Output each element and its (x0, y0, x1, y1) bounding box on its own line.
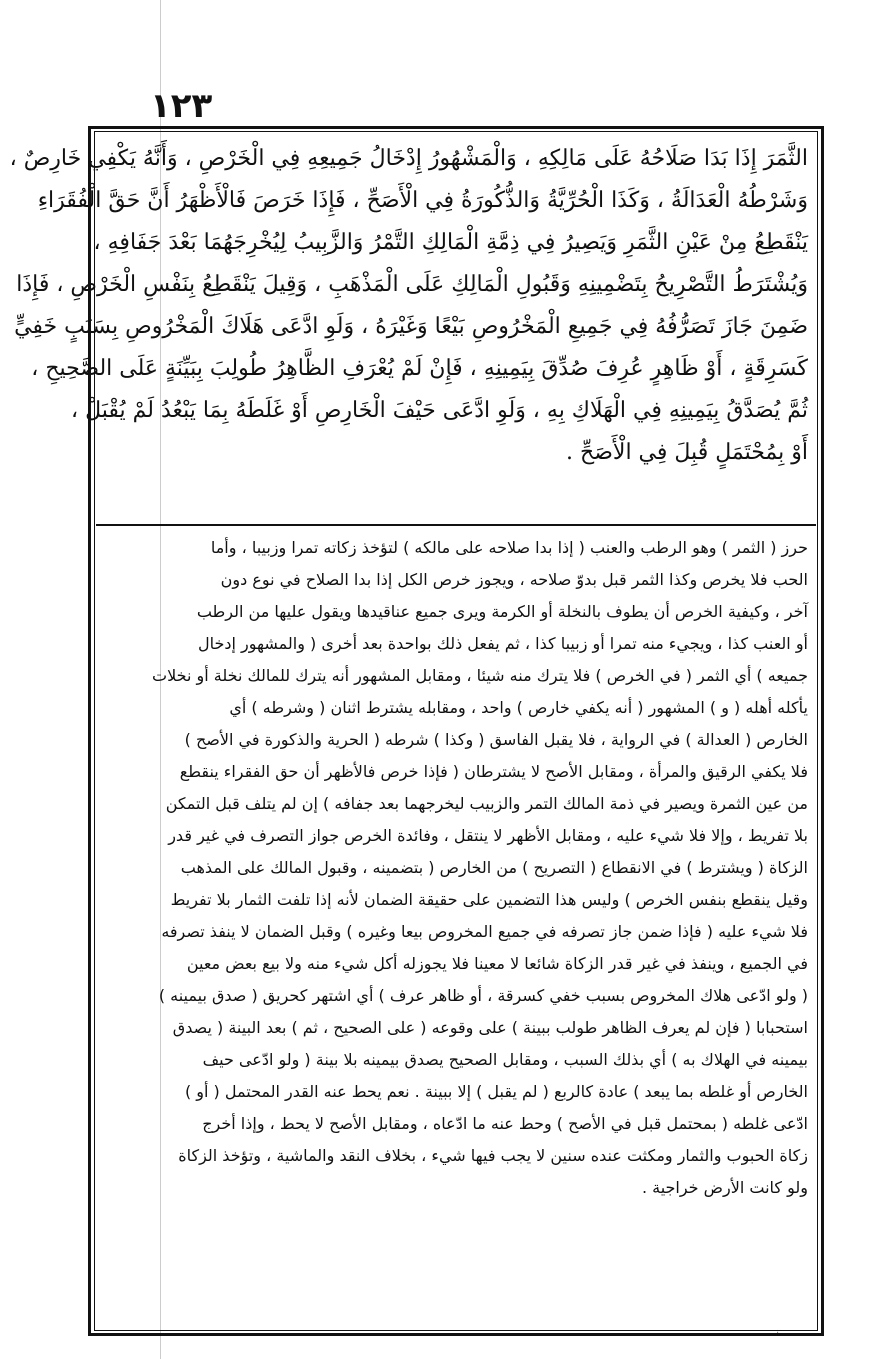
sharh-line: استحبابا ( فإن لم يعرف الظاهر طولب ببينة ) على وقوعه ( على الصحيح ، ثم ) بعد البينة ( يصدق (172, 1018, 808, 1037)
sharh-line: ادّعى غلطه ( بمحتمل قبل في الأصح ) وحط عنه ما ادّعاه ، ومقابل الأصح لا يحط ، وإذا أخرج (202, 1114, 808, 1133)
sharh-line: الحب فلا يخرص وكذا الثمر قبل بدوّ صلاحه ، ويجوز خرص الكل إذا بدا الصلاح في نوع دون (220, 570, 808, 589)
sharh-line: بيمينه في الهلاك به ) أي بذلك السبب ، ومقابل الصحيح يصدق بيمينه بلا بينة ( ولو ادّعى حيف (202, 1050, 808, 1069)
matn-line: وَيُشْتَرَطُ التَّصْرِيحُ بِتَضْمِينِهِ وَقَبُولِ الْمَالِكِ عَلَى الْمَذْهَبِ ، وَقِيلَ يَنْقَطِعُ بِنَفْسِ الْخَرْصِ ، فَإِذَا (16, 272, 808, 297)
sharh-line: آخر ، وكيفية الخرص أن يطوف بالنخلة أو الكرمة ويرى جميع عناقيدها ويقول عليها من الرطب (196, 602, 808, 621)
page-number: ١٢٣ (150, 86, 213, 126)
matn-text-block (9, 138, 808, 516)
sharh-line: الخارص أو غلطه بما يبعد ) عادة كالربع ( لم يقبل ) إلا ببينة . نعم يحط عنه القدر المحتمل ( أو ) (184, 1082, 808, 1101)
sharh-line: بلا تفريط ، وإلا فلا شيء عليه ، ومقابل الأظهر لا ينتقل ، وفائدة الخرص جواز التصرف في غير قدر (168, 826, 808, 845)
matn-line: الثَّمَرَ إِذَا بَدَا صَلَاحُهُ عَلَى مَالِكِهِ ، وَالْمَشْهُورُ إِدْخَالُ جَمِيعِهِ فِي الْخَرْصِ ، وَأَنَّهُ يَكْفِي خَارِصٌ ، (9, 146, 808, 171)
section-divider (96, 524, 816, 526)
sharh-line: أو العنب كذا ، ويجيء منه تمرا أو زبيبا كذا ، ثم يفعل ذلك بواحدة بعد أخرى ( والمشهور إدخال (197, 634, 808, 653)
sharh-line: ( ولو ادّعى هلاك المخروص بسبب خفي كسرقة ، أو ظاهر عرف ) أي اشتهر كحريق ( صدق بيمينه ) (158, 986, 808, 1005)
matn-line: يَنْقَطِعُ مِنْ عَيْنِ الثَّمَرِ وَيَصِيرُ فِي ذِمَّةِ الْمَالِكِ التَّمْرُ وَالزَّبِيبُ لِيُخْرِجَهُمَا بَعْدَ جَفَافِهِ ، (93, 230, 808, 255)
matn-line: كَسَرِقَةٍ ، أَوْ ظَاهِرٍ عُرِفَ صُدِّقَ بِيَمِينِهِ ، فَإِنْ لَمْ يُعْرَفِ الظَّاهِرُ طُولِبَ بِبَيِّنَةٍ عَلَى الصَّحِيحِ ، (31, 356, 808, 381)
matn-line: أَوْ بِمُحْتَمَلٍ قُبِلَ فِي الْأَصَحِّ . (566, 440, 808, 465)
sharh-line: فلا يكفي الرقيق والمرأة ، ومقابل الأصح لا يشترطان ( فإذا خرص فالأظهر أن حق الفقراء ينقطع (179, 762, 808, 781)
sharh-line: جميعه ) أي الثمر ( في الخرص ) فلا يترك منه شيئا ، ومقابل المشهور أنه يترك للمالك نخلة أو نخلات (152, 666, 808, 685)
sharh-line: زكاة الحبوب والثمار ومكثت عنده سنين لا يجب فيها شيء ، بخلاف النقد والماشية ، وتؤخذ الزكاة (178, 1146, 808, 1165)
matn-line: ضَمِنَ جَازَ تَصَرُّفُهُ فِي جَمِيعِ الْمَخْرُوصِ بَيْعًا وَغَيْرَهُ ، وَلَوِ ادَّعَى هَلَاكَ الْمَخْرُوصِ بِسَبَبٍ خَفِيٍّ (14, 314, 808, 339)
sharh-line: حرز ( الثمر ) وهو الرطب والعنب ( إذا بدا صلاحه على مالكه ) لتؤخذ زكاته تمرا وزبيبا ، وأما (210, 538, 808, 557)
sharh-line: فلا شيء عليه ( فإذا ضمن جاز تصرفه في جميع المخروص بيعا وغيره ) وقبل الضمان لا ينفذ تصرفه (161, 922, 808, 941)
sharh-line: من عين الثمرة ويصير في ذمة المالك التمر والزبيب ليخرجهما بعد جفافه ) إن لم يتلف قبل التمكن (165, 794, 808, 813)
sharh-line: يأكله أهله ( و ) المشهور ( أنه يكفي خارص ) واحد ، ومقابله يشترط اثنان ( وشرطه ) أي (229, 698, 808, 717)
matn-line: وَشَرْطُهُ الْعَدَالَةُ ، وَكَذَا الْحُرِّيَّةُ وَالذُّكُورَةُ فِي الْأَصَحِّ ، فَإِذَا خَرَصَ فَالْأَظْهَرُ أَنَّ حَقَّ الْفُقَرَاءِ (37, 188, 808, 213)
sharh-line: الزكاة ( ويشترط ) في الانقطاع ( التصريح ) من الخارص ( بتضمينه ، وقبول المالك على المذهب (180, 858, 808, 877)
scan-speck: · (776, 1328, 780, 1339)
sharh-line: وقيل ينقطع بنفس الخرص ) وليس هذا التضمين على حقيقة الضمان لأنه إذا تلفت الثمار بلا تفريط (170, 890, 808, 909)
sharh-line: الخارص ( العدالة ) في الرواية ، فلا يقبل الفاسق ( وكذا ) شرطه ( الحرية والذكورة في الأصح ) (184, 730, 808, 749)
sharh-commentary-block (104, 532, 808, 1324)
sharh-line: في الجميع ، وينفذ في غير قدر الزكاة شائعا لا معينا فلا يجوزله أكل شيء منه ولا بيع بعض معين (186, 954, 808, 973)
matn-line: ثُمَّ يُصَدَّقُ بِيَمِينِهِ فِي الْهَلَاكِ بِهِ ، وَلَوِ ادَّعَى حَيْفَ الْخَارِصِ أَوْ غَلَطَهُ بِمَا يَبْعُدُ لَمْ يُقْبَلْ ، (71, 398, 808, 423)
sharh-line: ولو كانت الأرض خراجية . (641, 1178, 808, 1197)
